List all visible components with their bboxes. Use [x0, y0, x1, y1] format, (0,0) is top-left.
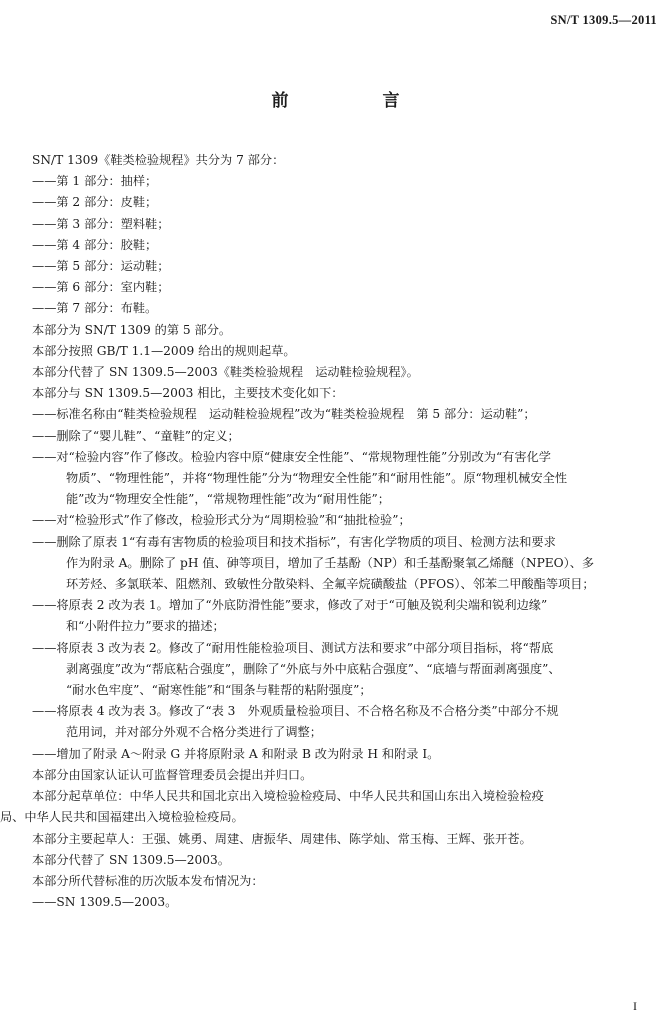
page-title: 前 言	[271, 91, 444, 111]
part-list-item: ——第 7 部分：布鞋。	[32, 301, 158, 316]
change-item-continuation: 范用词，并对部分外观不合格分类进行了调整；	[66, 725, 322, 740]
change-item: ——标准名称由“鞋类检验规程 运动鞋检验规程”改为“鞋类检验规程 第 5 部分：运动鞋”；	[32, 407, 536, 422]
change-item: ——对“检验内容”作了修改。检验内容中原“健康安全性能”、“常规物理性能”分别改为“有害化学	[32, 449, 551, 464]
change-item: ——对“检验形式”作了修改，检验形式分为“周期检验”和“抽批检验”；	[32, 513, 411, 528]
std-number: SN/T 1309.5—2011	[550, 13, 657, 27]
part-list-item: ——第 5 部分：运动鞋；	[32, 259, 170, 274]
change-item-continuation: 环芳烃、多氯联苯、阻燃剂、致敏性分散染料、全氟辛烷磺酸盐（PFOS）、邻苯二甲酸酯等项目；	[66, 577, 595, 592]
part-list-item: ——第 4 部分：胶鞋；	[32, 237, 158, 252]
part-list-item: ——第 6 部分：室内鞋；	[32, 280, 170, 295]
drafting-rules: 本部分按照 GB/T 1.1—2009 给出的规则起草。	[32, 343, 296, 358]
change-item: ——删除了“婴儿鞋”、“童鞋”的定义；	[32, 428, 240, 443]
history-intro: 本部分所代替标准的历次版本发布情况为：	[32, 873, 264, 888]
change-item-continuation: 剥离强度”改为“帮底粘合强度”，删除了“外底与外中底粘合强度”、“底墙与帮面剥离强度”、	[66, 661, 561, 676]
part-list-item: ——第 3 部分：塑料鞋；	[32, 216, 170, 231]
change-item: ——增加了附录 A～附录 G 并将原附录 A 和附录 B 改为附录 H 和附录 I。	[32, 746, 440, 761]
drafting-units: 本部分起草单位：中华人民共和国北京出入境检验检疫局、中华人民共和国山东出入境检验检疫	[32, 789, 544, 804]
part-list-item: ——第 2 部分：皮鞋；	[32, 195, 158, 210]
changes-list	[32, 404, 657, 764]
intro-paragraph: SN/T 1309《鞋类检验规程》共分为 7 部分：	[32, 153, 285, 167]
change-item: ——删除了原表 1“有毒有害物质的检验项目和技术指标”，有害化学物质的项目、检测方法和要求	[32, 534, 556, 549]
changes-intro: 本部分与 SN 1309.5—2003 相比，主要技术变化如下：	[32, 386, 344, 401]
drafters: 本部分主要起草人：王强、姚勇、周建、唐振华、周建伟、陈学灿、常玉梅、王辉、张开苍。	[32, 831, 532, 846]
parts-list	[32, 171, 657, 319]
page-number: I	[633, 999, 637, 1013]
proposer-statement: 本部分由国家认证认可监督管理委员会提出并归口。	[32, 767, 313, 782]
replaces-version: 本部分代替了 SN 1309.5—2003。	[32, 852, 230, 867]
change-item-continuation: 作为附录 A。删除了 pH 值、砷等项目，增加了壬基酚（NP）和壬基酚聚氧乙烯醚（NPEO）、多	[66, 555, 595, 570]
drafting-units-cont: 局、中华人民共和国福建出入境检验检疫局。	[0, 810, 244, 825]
history-item: ——SN 1309.5—2003。	[32, 895, 178, 910]
replaces-statement: 本部分代替了 SN 1309.5—2003《鞋类检验规程 运动鞋检验规程》。	[32, 365, 419, 380]
change-item-continuation: “耐水色牢度”、“耐寒性能”和“围条与鞋帮的粘附强度”；	[66, 683, 372, 698]
foreword-body	[0, 150, 657, 913]
change-item: ——将原表 4 改为表 3。修改了“表 3 外观质量检验项目、不合格名称及不合格分类”中部分不规	[32, 704, 559, 719]
change-item-continuation: 能”改为“物理安全性能”，“常规物理性能”改为“耐用性能”；	[66, 492, 390, 507]
change-item: ——将原表 3 改为表 2。修改了“耐用性能检验项目、测试方法和要求”中部分项目指标，将“帮底	[32, 640, 554, 655]
change-item: ——将原表 2 改为表 1。增加了“外底防滑性能”要求，修改了对于“可触及锐利尖端和锐利边缘”	[32, 598, 548, 613]
part-list-item: ——第 1 部分：抽样；	[32, 174, 158, 189]
change-item-continuation: 物质”、“物理性能”，并将“物理性能”分为“物理安全性能”和“耐用性能”。原“物理机械安全性	[66, 471, 568, 486]
change-item-continuation: 和“小附件拉力”要求的描述；	[66, 619, 225, 634]
part-statement: 本部分为 SN/T 1309 的第 5 部分。	[32, 322, 232, 337]
